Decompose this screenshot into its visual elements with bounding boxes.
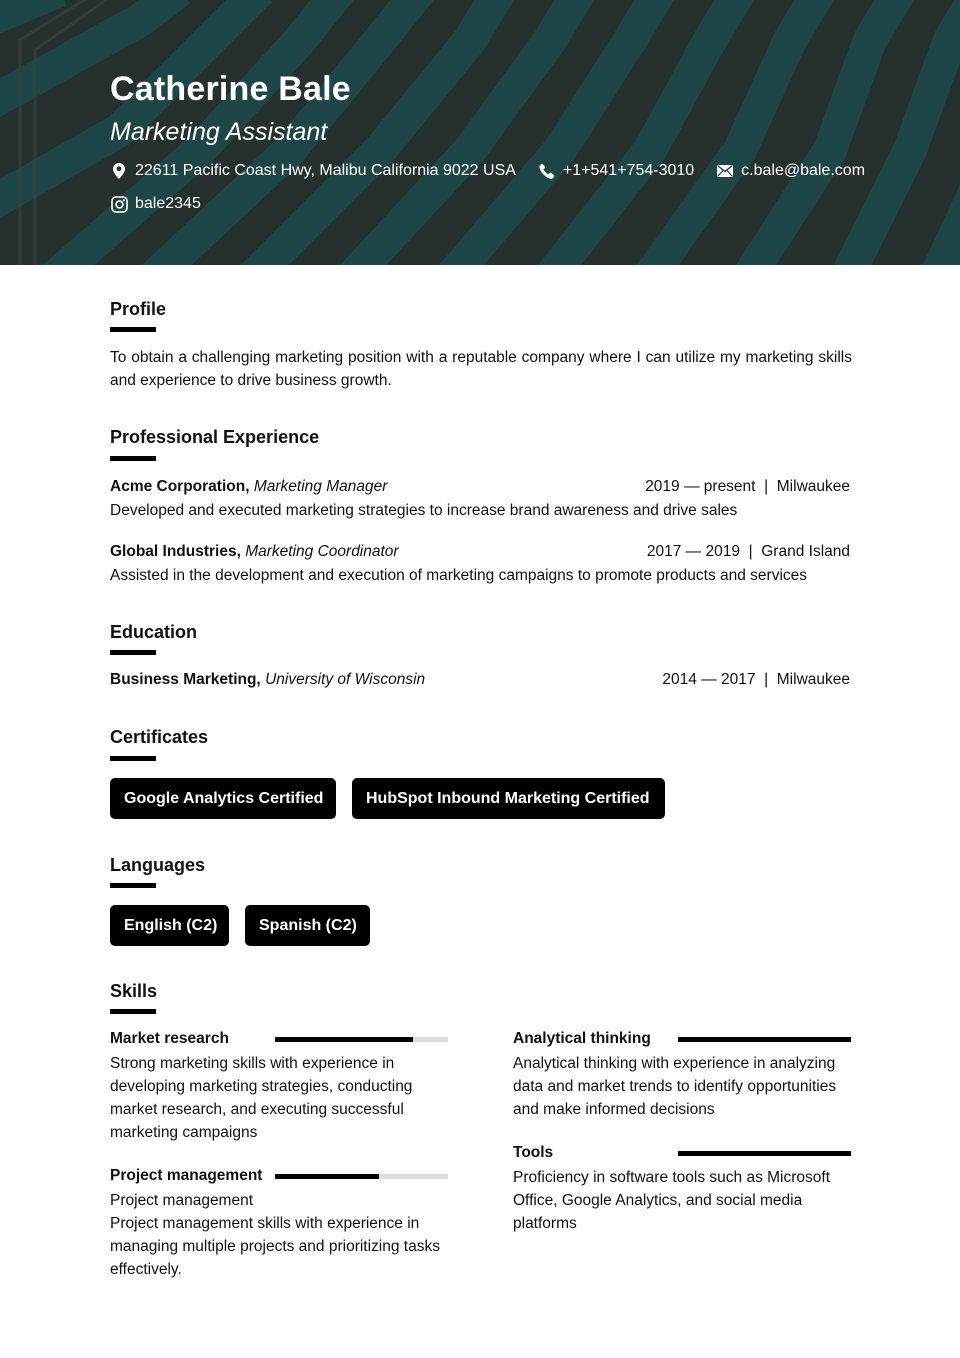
experience-entry-title [110,543,399,561]
skill-name: Market research [110,1030,229,1047]
experience-dates: 2017 — 2019 [646,543,740,560]
education-dates: 2014 — 2017 [662,671,756,688]
experience-dates: 2019 — present [645,478,756,495]
profile-rule [110,327,156,332]
certificates-heading: Certificates [110,727,209,747]
experience-entry-title [110,478,387,496]
skill-description: Project management skills with experience in managing multiple projects and prioritizing tasks effectively. [110,1215,440,1278]
languages-rule [110,883,156,888]
skill-level-bar [275,1037,448,1042]
experience-rule [110,456,156,461]
skill-level-fill [275,1174,379,1179]
meta-separator: | [764,671,769,688]
education-rule [110,650,156,655]
phone-text: +1+541+754-3010 [562,162,695,179]
skills-heading: Skills [110,981,158,1001]
education-school: University of Wisconsin [265,671,426,688]
skill-level-bar [678,1037,851,1042]
envelope-icon [716,162,734,180]
instagram-icon [110,195,128,213]
education-location: Milwaukee [776,671,850,688]
instagram-handle: bale2345 [135,195,201,212]
language-chip: Spanish (C2) [245,905,370,946]
phone-item [538,162,694,180]
instagram-item [110,195,201,213]
experience-meta [647,543,850,561]
experience-meta [645,478,850,496]
email-text: c.bale@bale.com [741,162,866,179]
skill-level-bar [678,1151,851,1156]
skill-description: Proficiency in software tools such as Microsoft Office, Google Analytics, and social media platforms [513,1169,831,1232]
skill-name: Analytical thinking [513,1030,651,1047]
social-row [110,195,223,213]
certificates-rule [110,756,156,761]
phone-icon [538,162,556,180]
candidate-role: Marketing Assistant [110,118,328,146]
skill-level-fill [678,1037,851,1042]
education-meta [662,671,850,689]
email-item [716,162,865,180]
skill-description: Analytical thinking with experience in analyzing data and market trends to identify opportunities and make informed decisions [513,1055,837,1118]
skill-level-bar [275,1174,448,1179]
address-item [110,162,516,180]
skill-subtitle: Project management [110,1192,254,1209]
location-pin-icon [110,162,128,180]
experience-position: Marketing Manager [253,478,388,495]
skill-name: Tools [513,1144,554,1161]
education-entry-title [110,671,425,689]
meta-separator: | [764,478,769,495]
experience-company: Acme Corporation, [110,478,250,495]
experience-position: Marketing Coordinator [245,543,399,560]
skill-description: Strong marketing skills with experience in developing marketing strategies, conducting market research, and executing successful marketing campaigns [110,1055,413,1141]
candidate-name: Catherine Bale [110,70,351,108]
address-text: 22611 Pacific Coast Hwy, Malibu California 9022 USA [135,162,516,179]
meta-separator: | [748,543,753,560]
language-chip: English (C2) [110,905,229,946]
profile-heading: Profile [110,299,167,319]
certificate-chip: Google Analytics Certified [110,778,336,819]
contact-row [110,162,887,180]
languages-heading: Languages [110,855,206,875]
experience-company: Global Industries, [110,543,241,560]
resume-header [0,0,960,265]
certificate-chip: HubSpot Inbound Marketing Certified [352,778,665,819]
education-heading: Education [110,622,198,642]
experience-description: Developed and executed marketing strategies to increase brand awareness and drive sales [110,502,738,519]
experience-location: Grand Island [761,543,850,560]
skill-name: Project management [110,1167,263,1184]
skill-level-fill [678,1151,851,1156]
experience-description: Assisted in the development and execution of marketing campaigns to promote products and services [110,567,808,584]
experience-heading: Professional Experience [110,427,320,447]
skills-rule [110,1009,156,1014]
experience-location: Milwaukee [776,478,850,495]
education-degree: Business Marketing, [110,671,261,688]
profile-text: To obtain a challenging marketing position with a reputable company where I can utilize my marketing skills and experience to drive business growth. [110,349,852,389]
skill-level-fill [275,1037,413,1042]
